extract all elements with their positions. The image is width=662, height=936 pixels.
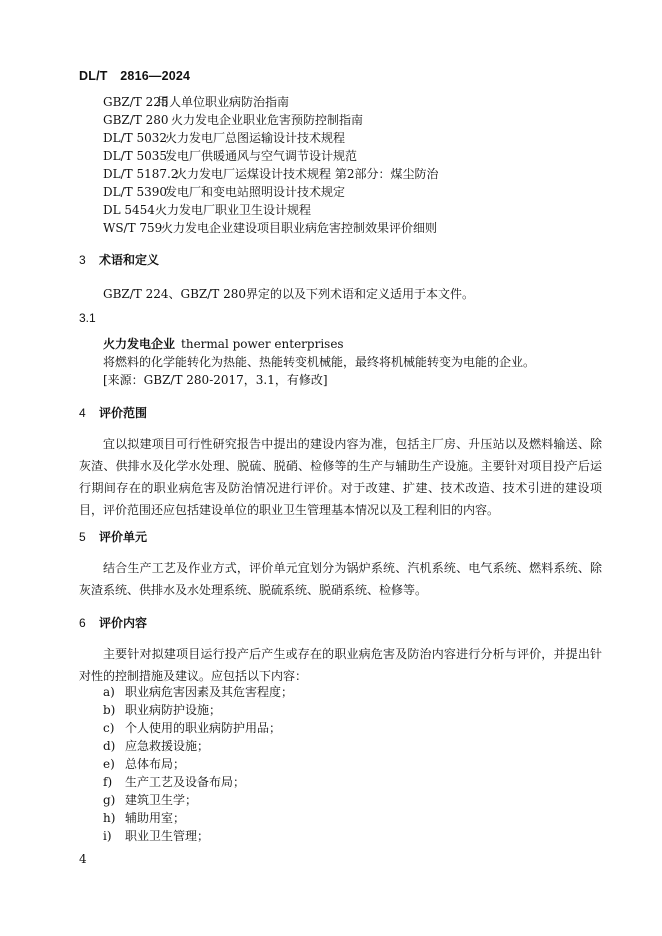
reference-code: DL 5454: [103, 203, 155, 217]
page-header-standard-number: DL/T 2816—2024: [79, 69, 191, 83]
reference-item: [103, 201, 311, 218]
section-heading-5: [79, 528, 147, 545]
section-heading-4: [79, 404, 147, 421]
list-item-text: 总体布局；: [125, 757, 186, 771]
term-definition: 将燃料的化学能转化为热能、热能转变机械能，最终将机械能转变为电能的企业。: [103, 355, 536, 369]
list-item: [103, 827, 209, 844]
page-number: 4: [79, 852, 87, 866]
reference-item: [103, 111, 363, 128]
reference-item: [103, 93, 289, 110]
list-item: [103, 791, 197, 808]
list-item-text: 应急救援设施；: [125, 739, 210, 753]
list-item-text: 职业病防护设施；: [125, 703, 222, 717]
list-item: [103, 701, 221, 718]
section-title: 评价内容: [99, 616, 148, 630]
list-item-label: a): [103, 685, 115, 699]
section-number: 4: [79, 406, 86, 420]
reference-item: [103, 165, 438, 182]
list-item: [103, 755, 185, 772]
reference-title: 火力发电厂运煤设计技术规程 第2部分：煤尘防治: [175, 167, 439, 181]
list-item-label: h): [103, 811, 116, 825]
reference-item: [103, 129, 345, 146]
term-chinese: 火力发电企业: [103, 337, 176, 351]
reference-code: GBZ/T 225: [103, 95, 169, 109]
reference-title: 火力发电厂总图运输设计技术规程: [165, 131, 346, 145]
section-4-text: 宜以拟建项目可行性研究报告中提出的建设内容为准，包括主厂房、升压站以及燃料输送、除灰渣、供排水及化学水处理、脱硫、脱硝、检修等的生产与辅助生产设施。主要针对项目投产后运行期间存在的职业病危害及防治情况进行评价。对于改建、扩建、技术改造、技术引进的建设项目，评价范围还应包括建设单位的职业卫生管理基本情况以及工程利旧的内容。: [79, 437, 602, 517]
list-item: [103, 773, 245, 790]
list-item-label: g): [103, 793, 116, 807]
list-item-label: c): [103, 721, 115, 735]
list-item-label: e): [103, 757, 115, 771]
reference-item: [103, 147, 357, 164]
reference-title: 火力发电企业建设项目职业病危害控制效果评价细则: [161, 221, 438, 235]
reference-title: 火力发电企业职业危害预防控制指南: [171, 113, 364, 127]
term-entry: [103, 335, 344, 352]
list-item-label: d): [103, 739, 116, 753]
reference-code: DL/T 5035: [103, 149, 167, 163]
terms-intro: GBZ/T 224、GBZ/T 280界定的以及下列术语和定义适用于本文件。: [103, 287, 475, 301]
reference-item: [103, 219, 437, 236]
reference-code: WS/T 759: [103, 221, 163, 235]
reference-item: [103, 183, 345, 200]
list-item-text: 建筑卫生学；: [125, 793, 198, 807]
section-number: 5: [79, 530, 86, 544]
section-5-text: 结合生产工艺及作业方式，评价单元宜划分为锅炉系统、汽机系统、电气系统、燃料系统、除灰渣系统、供排水及水处理系统、脱硫系统、脱硝系统、检修等。: [79, 561, 602, 597]
clause-number: 3.1: [79, 311, 96, 325]
section-title: 评价单元: [99, 530, 148, 544]
section-number: 3: [79, 253, 86, 267]
section-title: 评价范围: [99, 406, 148, 420]
section-6-text: 主要针对拟建项目运行投产后产生或存在的职业病危害及防治内容进行分析与评价，并提出针对性的控制措施及建议。应包括以下内容：: [79, 647, 602, 683]
list-item-text: 职业卫生管理；: [125, 829, 210, 843]
list-item-text: 辅助用室；: [125, 811, 186, 825]
list-item-text: 生产工艺及设备布局；: [125, 775, 246, 789]
section-title: 术语和定义: [99, 253, 160, 267]
term-source: [来源：GBZ/T 280-2017，3.1，有修改]: [103, 373, 328, 387]
reference-code: GBZ/T 280: [103, 113, 169, 127]
reference-title: 用人单位职业病防治指南: [157, 95, 290, 109]
section-heading-3: [79, 251, 159, 268]
list-item-label: f): [103, 775, 113, 789]
list-item: [103, 809, 185, 826]
reference-code: DL/T 5390: [103, 185, 167, 199]
reference-title: 发电厂供暖通风与空气调节设计规范: [165, 149, 358, 163]
list-item: [103, 683, 293, 700]
term-english: thermal power enterprises: [181, 337, 344, 351]
list-item-label: b): [103, 703, 116, 717]
list-item-label: i): [103, 829, 112, 843]
list-item: [103, 737, 209, 754]
list-item-text: 个人使用的职业病防护用品；: [125, 721, 282, 735]
reference-code: DL/T 5032: [103, 131, 167, 145]
section-number: 6: [79, 616, 86, 630]
reference-code: DL/T 5187.2: [103, 167, 179, 181]
reference-title: 火力发电厂职业卫生设计规程: [155, 203, 312, 217]
section-heading-6: [79, 614, 147, 631]
reference-title: 发电厂和变电站照明设计技术规定: [165, 185, 346, 199]
list-item: [103, 719, 281, 736]
list-item-text: 职业病危害因素及其危害程度；: [125, 685, 294, 699]
